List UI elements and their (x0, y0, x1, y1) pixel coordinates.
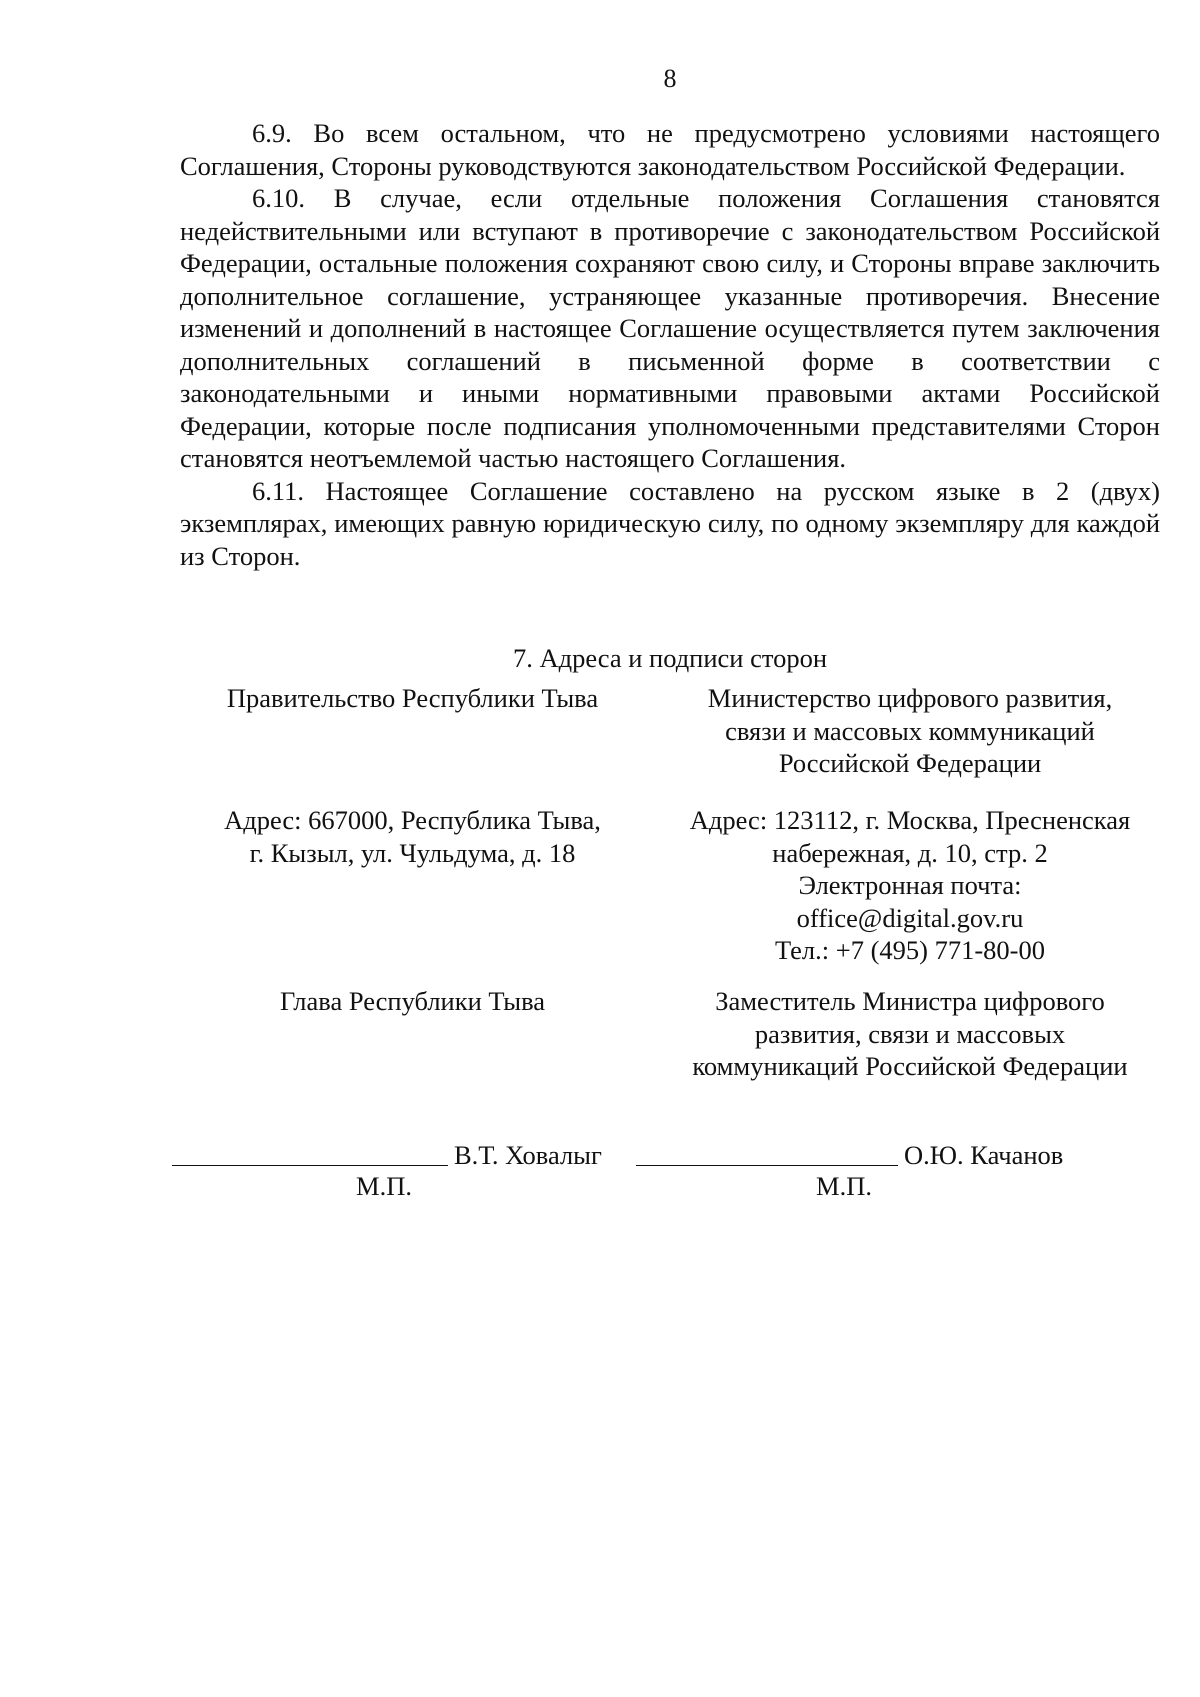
right-signatory-name: О.Ю. Качанов (904, 1140, 1064, 1170)
left-signatory-position: Глава Республики Тыва (279, 986, 546, 1016)
clause-6-11: 6.11. Настоящее Соглашение составлено на русском языке в 2 (двух) экземплярах, имеющих равную юридическую силу, по одному экземпляру для каждой из Сторон. (180, 475, 1160, 571)
phone: Тел.: +7 (495) 771-80-00 (774, 935, 1046, 965)
left-stamp-mark: М.П. (356, 1171, 412, 1201)
right-signature-line (636, 1165, 898, 1166)
right-party-address: Адрес: 123112, г. Москва, Пресненская набережная, д. 10, стр. 2 Электронная почта: office@digital.gov.ru Тел.: +7 (495) 771-80-00 (660, 804, 1160, 967)
left-party-address: Адрес: 667000, Республика Тыва, г. Кызыл, ул. Чульдума, д. 18 (224, 805, 601, 868)
clause-6-10: 6.10. В случае, если отдельные положения Соглашения становятся недействительными или вступают в противоречие с законодательством Российской Федерации, остальные положения сохраняют свою силу, и Стороны вправе заключить дополнительное соглашение, устраняющее указанные противоречия. Внесение изменений и дополнений в настоящее Соглашение осуществляется путем заключения дополнительных соглашений в письменной форме в соответствии с законодательными и иными нормативными правовыми актами Российской Федерации, которые после подписания уполномоченными представителями Сторон становятся неотъемлемой частью настоящего Соглашения. (180, 183, 1160, 473)
page-number: 8 (663, 64, 677, 93)
left-signatory-name: В.Т. Ховалыг (454, 1140, 602, 1170)
section-title: 7. Адреса и подписи сторон (512, 643, 828, 673)
left-party-name: Правительство Республики Тыва (226, 683, 599, 713)
right-signatory-position: Заместитель Министра цифрового развития, связи и массовых коммуникаций Российской Федерации (692, 986, 1128, 1081)
right-stamp-mark: М.П. (816, 1171, 872, 1201)
email: office@digital.gov.ru (796, 902, 1024, 933)
clause-6-9: 6.9. Во всем остальном, что не предусмотрено условиями настоящего Соглашения, Стороны руководствуются законодательством Российской Федерации. (180, 118, 1160, 181)
left-signature-line (172, 1165, 448, 1166)
right-party-name: Министерство цифрового развития, связи и массовых коммуникаций Российской Федерации (707, 683, 1113, 778)
agreement-text (180, 117, 1160, 572)
